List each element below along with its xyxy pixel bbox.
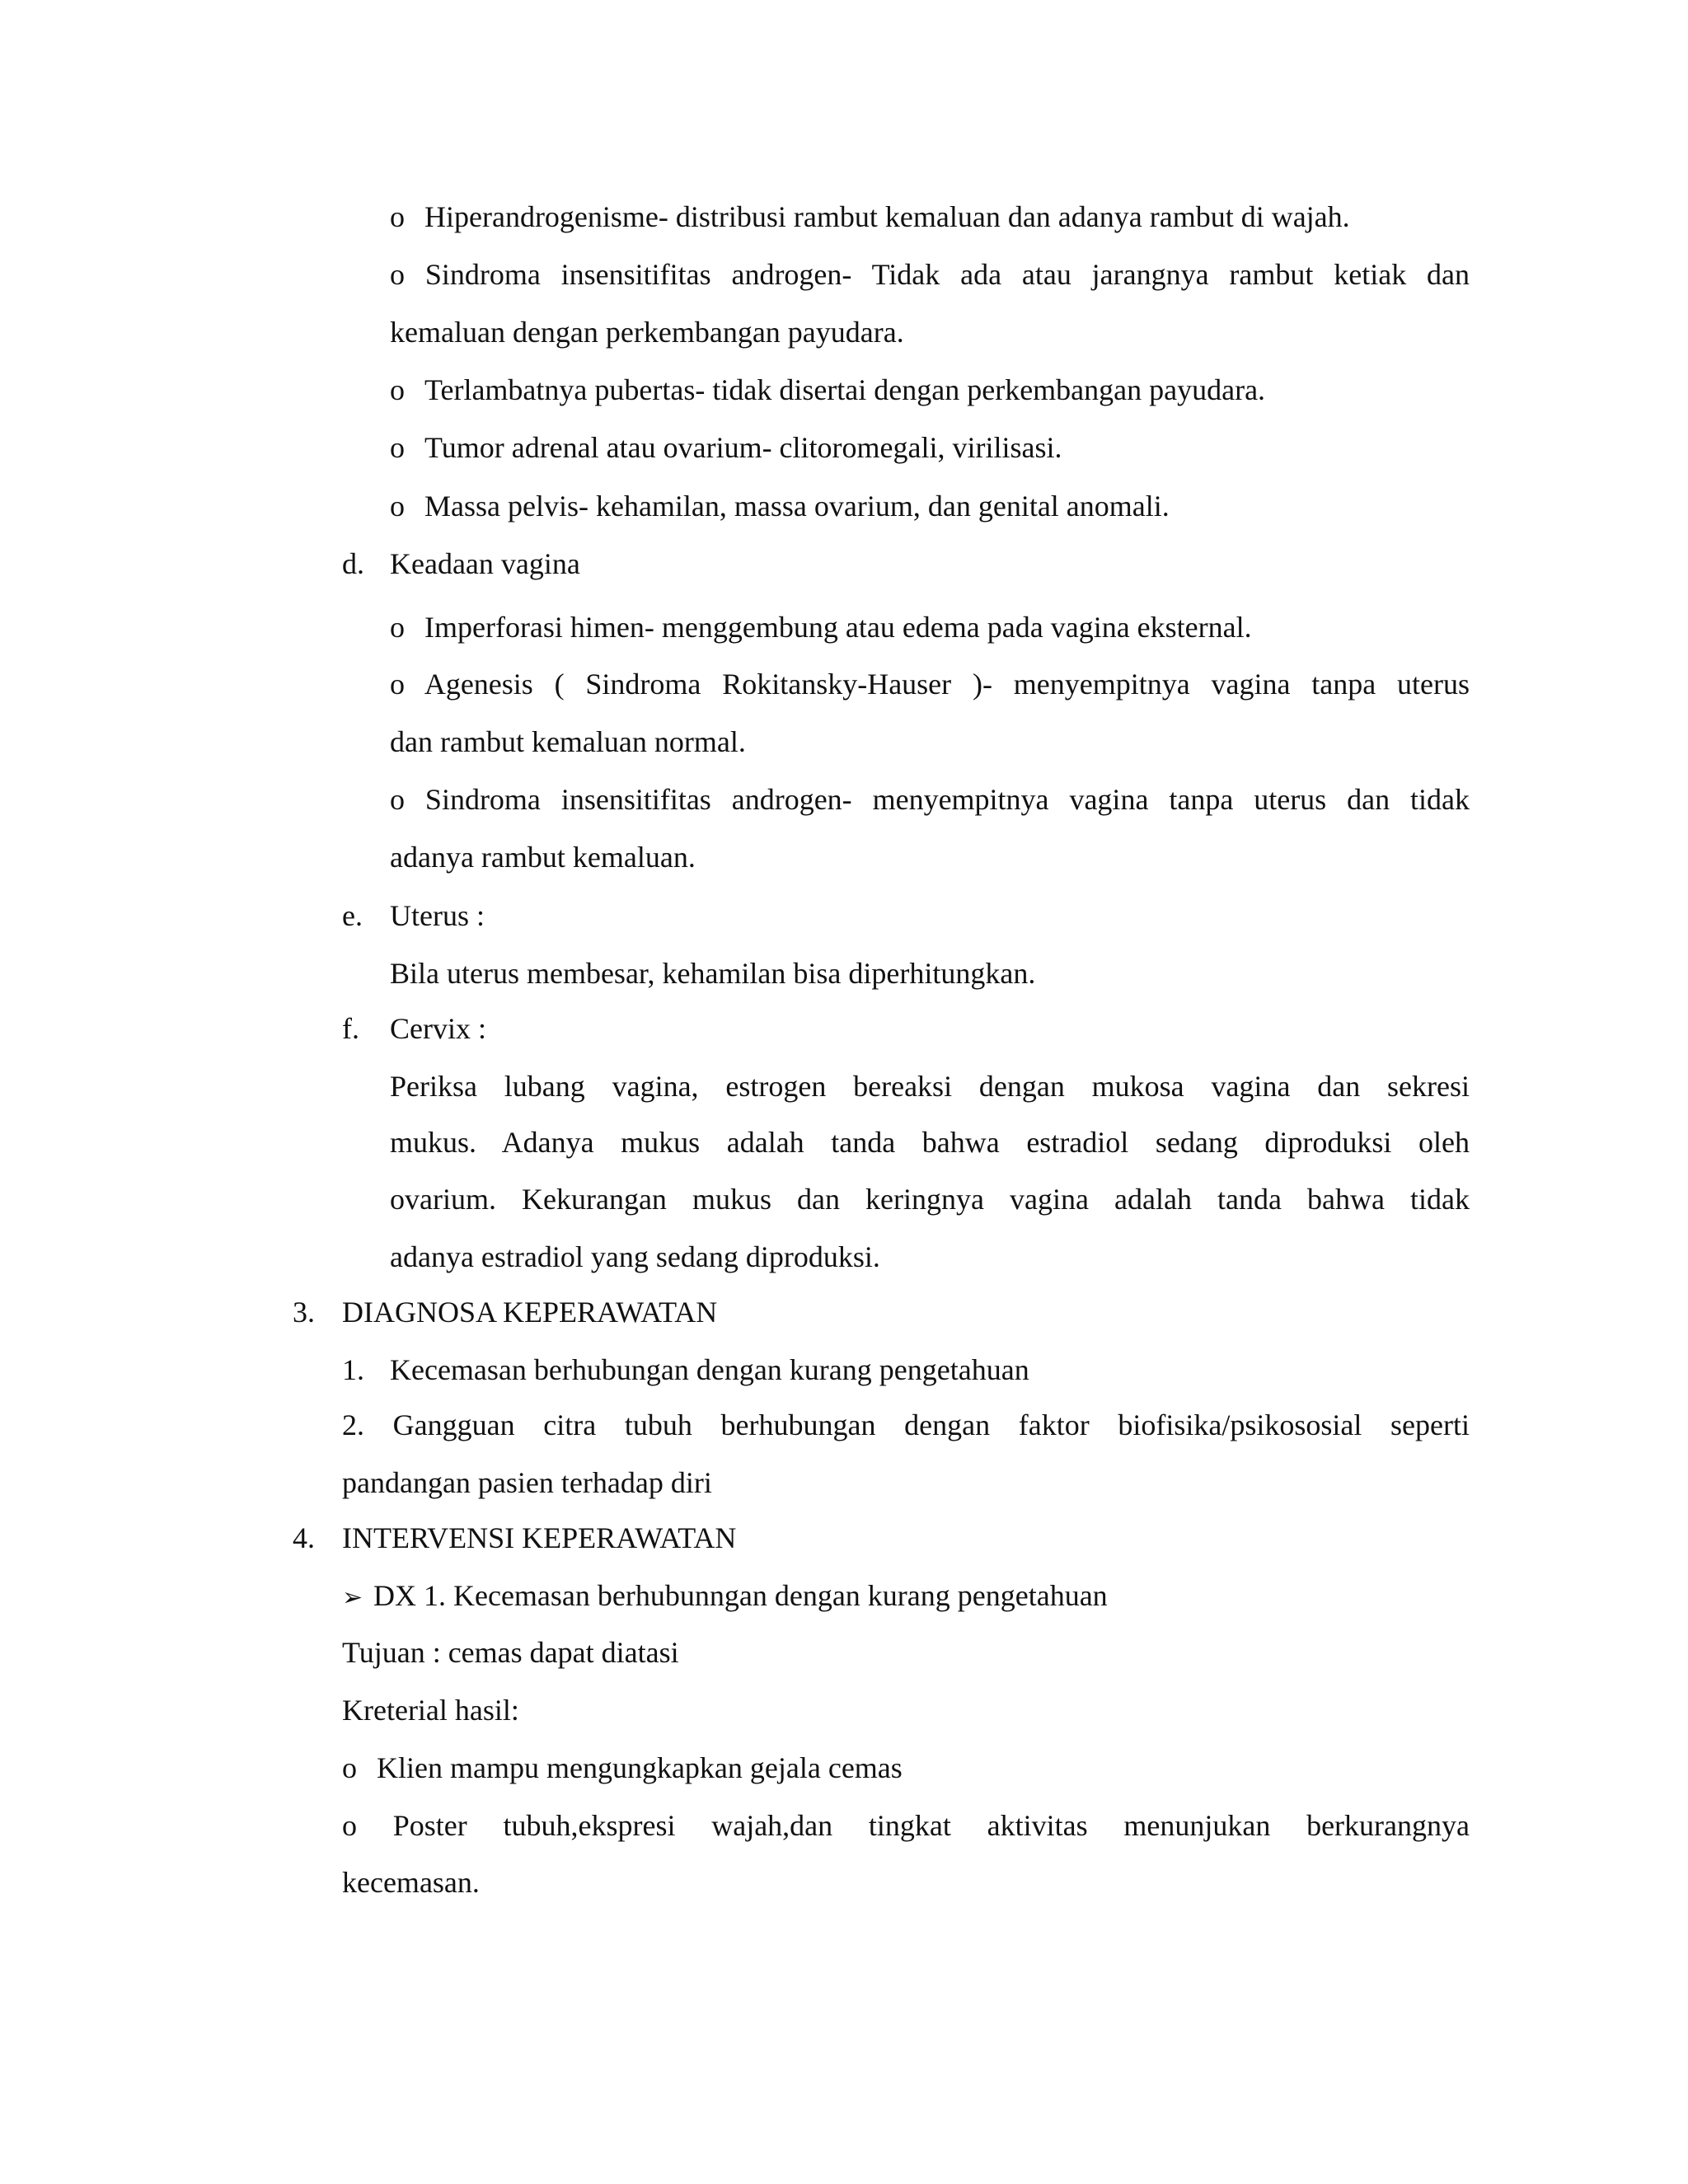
list-item-text: Terlambatnya pubertas- tidak disertai dengan perkembangan payudara. [424, 373, 1266, 406]
dx-text: DX 1. Kecemasan berhubunngan dengan kurang pengetahuan [373, 1579, 1108, 1612]
section-label: e. [342, 899, 363, 932]
list-item [342, 1807, 1470, 1844]
list-item-continuation: kemaluan dengan perkembangan payudara. [390, 316, 904, 349]
list-item-text: Kecemasan berhubungan dengan kurang pengetahuan [390, 1353, 1029, 1386]
paragraph: Bila uterus membesar, kehamilan bisa diperhitungkan. [390, 957, 1036, 990]
paragraph-line: Periksa lubang vagina, estrogen bereaksi dengan mukosa vagina dan sekresi [390, 1070, 1470, 1103]
bullet-marker: o [342, 1751, 357, 1784]
list-item-text: Agenesis ( Sindroma Rokitansky-Hauser )- menyempitnya vagina tanpa uterus [424, 668, 1470, 701]
list-item-text: Gangguan citra tubuh berhubungan dengan faktor biofisika/psikososial seperti [392, 1408, 1470, 1441]
list-item-text: Sindroma insensitifitas androgen- menyempitnya vagina tanpa uterus dan tidak [424, 783, 1470, 816]
list-item [390, 609, 1252, 645]
section-title: Cervix : [390, 1012, 486, 1045]
bullet-marker: o [390, 783, 405, 816]
tujuan-text: Tujuan : cemas dapat diatasi [342, 1636, 679, 1669]
list-item [390, 372, 1265, 408]
list-item-continuation: kecemasan. [342, 1866, 480, 1899]
section-label: f. [342, 1012, 359, 1045]
arrow-bullet-icon: ➢ [342, 1583, 363, 1612]
paragraph-line: ovarium. Kekurangan mukus dan keringnya vagina adalah tanda bahwa tidak [390, 1183, 1470, 1216]
list-item-continuation: dan rambut kemaluan normal. [390, 725, 746, 758]
list-item [390, 781, 1470, 818]
item-number: 1. [342, 1353, 364, 1386]
section-heading: INTERVENSI KEPERAWATAN [342, 1521, 737, 1554]
list-item [390, 199, 1350, 235]
bullet-marker: o [390, 668, 405, 701]
bullet-marker: o [390, 373, 405, 406]
kriteria-label: Kreterial hasil: [342, 1694, 519, 1727]
list-item [390, 256, 1470, 293]
section-title: Keadaan vagina [390, 547, 580, 580]
bullet-marker: o [390, 200, 405, 233]
paragraph-line: mukus. Adanya mukus adalah tanda bahwa estradiol sedang diproduksi oleh [390, 1126, 1470, 1159]
list-item-text: Poster tubuh,ekspresi wajah,dan tingkat aktivitas menunjukan berkurangnya [392, 1809, 1470, 1842]
paragraph-line: adanya estradiol yang sedang diproduksi. [390, 1240, 880, 1273]
section-label: d. [342, 547, 364, 580]
list-item [390, 666, 1470, 702]
section-number: 4. [293, 1521, 315, 1554]
section-title: Uterus : [390, 899, 485, 932]
list-item [342, 1750, 903, 1786]
bullet-marker: o [390, 258, 405, 291]
bullet-marker: o [390, 431, 405, 464]
list-item [390, 488, 1170, 524]
list-item-text: Hiperandrogenisme- distribusi rambut kemaluan dan adanya rambut di wajah. [424, 200, 1350, 233]
list-item-text: Sindroma insensitifitas androgen- Tidak ada atau jarangnya rambut ketiak dan [424, 258, 1470, 291]
bullet-marker: o [390, 611, 405, 644]
list-item-text: Klien mampu mengungkapkan gejala cemas [377, 1751, 903, 1784]
bullet-marker: o [390, 490, 405, 523]
list-item-text: Tumor adrenal atau ovarium- clitoromegali, virilisasi. [424, 431, 1062, 464]
bullet-marker: o [342, 1809, 357, 1842]
list-item-continuation: pandangan pasien terhadap diri [342, 1466, 712, 1499]
list-item-continuation: adanya rambut kemaluan. [390, 841, 696, 874]
section-heading: DIAGNOSA KEPERAWATAN [342, 1296, 718, 1329]
list-item [390, 429, 1062, 466]
list-item-text: Imperforasi himen- menggembung atau edema pada vagina eksternal. [424, 611, 1252, 644]
section-number: 3. [293, 1296, 315, 1329]
list-item [342, 1407, 1470, 1443]
list-item-text: Massa pelvis- kehamilan, massa ovarium, dan genital anomali. [424, 490, 1170, 523]
item-number: 2. [342, 1408, 364, 1441]
dx-item [342, 1577, 1108, 1616]
